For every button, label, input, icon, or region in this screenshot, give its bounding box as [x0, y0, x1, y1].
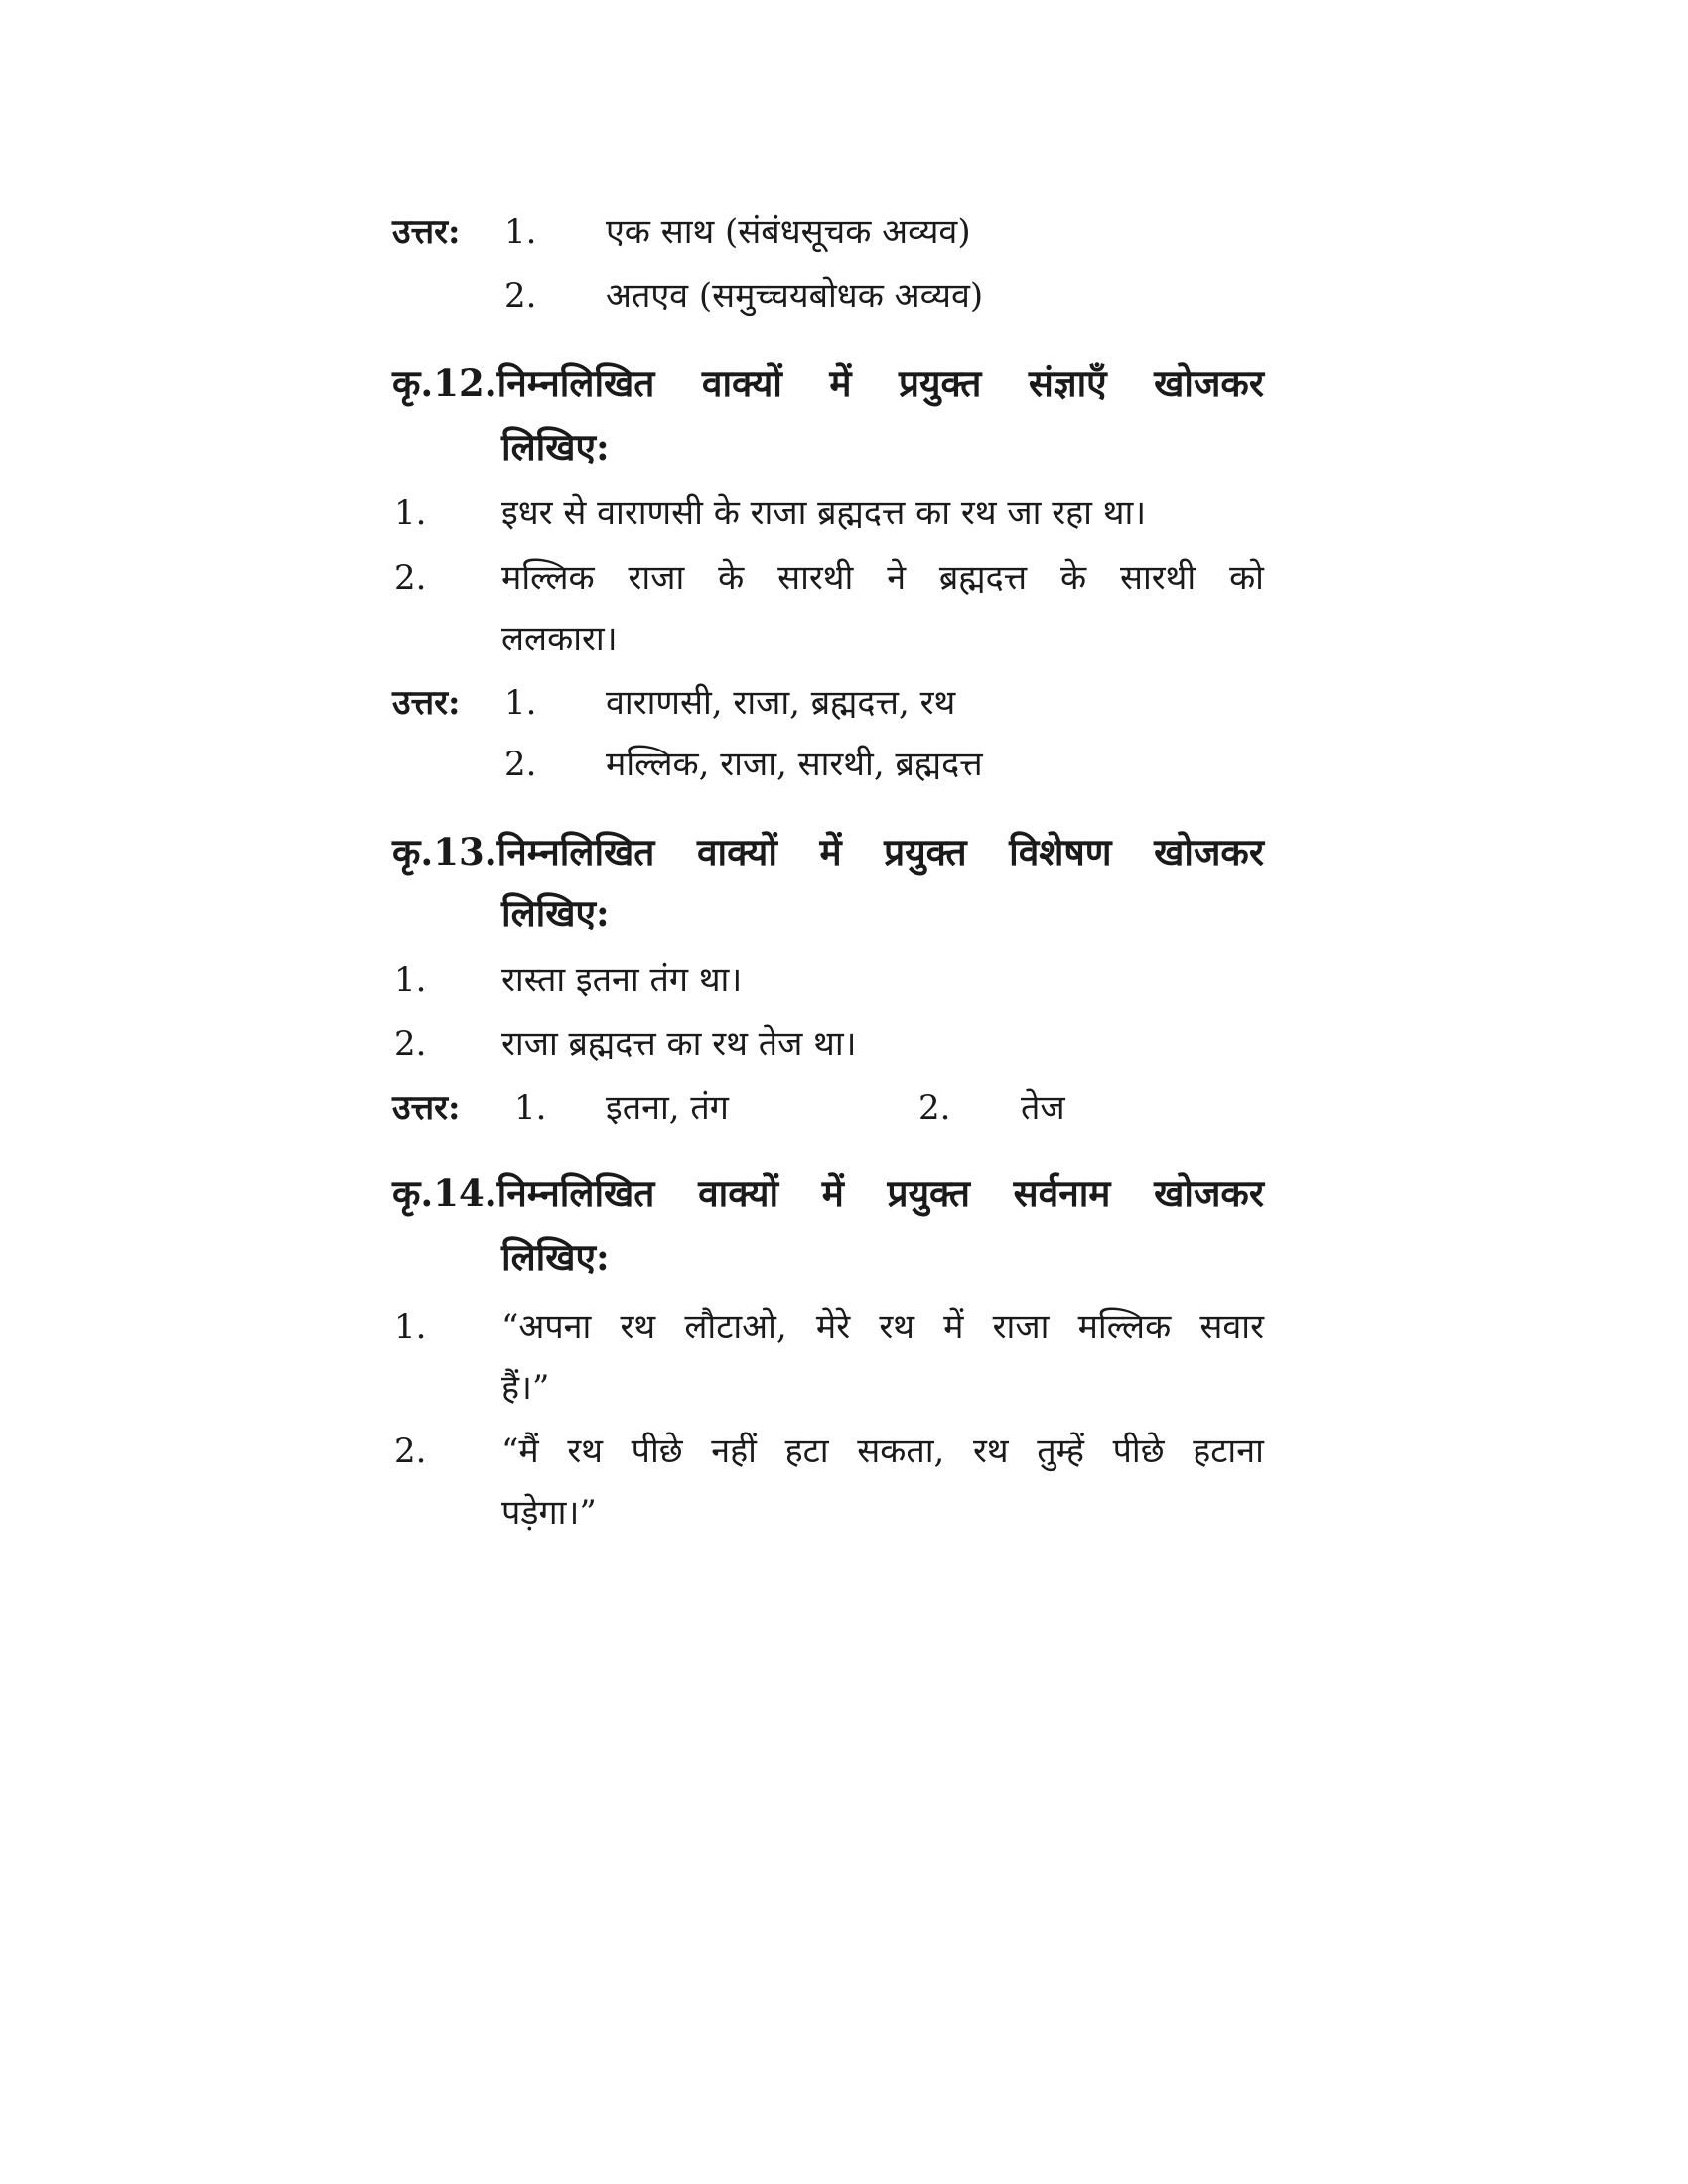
heading-word: प्रयुक्त: [887, 1171, 970, 1215]
question-12-heading: [392, 361, 1264, 405]
item-word: ब्रह्मदत्त: [938, 558, 1028, 598]
question-13-heading: [392, 830, 1264, 874]
item-text-cont: ललकारा।: [501, 619, 618, 659]
heading-word: संज्ञाएँ: [1028, 361, 1107, 405]
item-word: रथ: [567, 1432, 603, 1471]
item-word: को: [1229, 558, 1264, 598]
answer-label: उत्तर:: [392, 683, 461, 723]
item-word: सारथी: [777, 558, 854, 598]
answer-text: वाराणसी, राजा, ब्रह्मदत्त, रथ: [606, 683, 956, 723]
item-word: रथ: [620, 1307, 656, 1347]
question-13-heading-cont: लिखिए:: [501, 891, 610, 935]
item-word: हटा: [784, 1432, 829, 1471]
item-number: 1.: [394, 493, 427, 533]
item-word: में: [943, 1307, 964, 1347]
item-word: मल्लिक: [501, 558, 595, 598]
heading-word: में: [821, 1171, 844, 1215]
answer-text: अतएव (समुच्चयबोधक अव्यव): [606, 276, 984, 316]
item-number: 2.: [394, 1432, 427, 1471]
answer-label: उत्तर:: [392, 1088, 461, 1128]
item-number: 2.: [394, 558, 427, 598]
heading-word: में: [819, 830, 842, 874]
item-word: मेरे: [815, 1307, 851, 1347]
heading-word: विशेषण: [1009, 830, 1112, 874]
item-word: नहीं: [711, 1432, 757, 1471]
answer-number: 2.: [504, 276, 537, 316]
heading-word: खोजकर: [1154, 1171, 1264, 1215]
item-text: रास्ता इतना तंग था।: [501, 960, 743, 1000]
item-word: के: [718, 558, 745, 598]
heading-word: प्रयुक्त: [898, 361, 982, 405]
item-word: रथ: [879, 1307, 914, 1347]
answer-number: 2.: [504, 745, 537, 784]
item-word: ने: [887, 558, 907, 598]
item-word: हटाना: [1193, 1432, 1264, 1471]
answer-label: उत्तर:: [392, 212, 461, 252]
item-word: के: [1059, 558, 1087, 598]
item-word: राजा: [992, 1307, 1050, 1347]
item-word: रथ: [972, 1432, 1009, 1471]
item-number: 1.: [394, 1307, 427, 1347]
answer-number: 1.: [504, 212, 537, 252]
heading-word: में: [829, 361, 852, 405]
item-text: इधर से वाराणसी के राजा ब्रह्मदत्त का रथ जा रहा था।: [501, 493, 1147, 533]
item-text-cont: हैं।”: [501, 1368, 550, 1408]
item-word: “अपना: [501, 1307, 592, 1347]
heading-word: कृ.13.निम्नलिखित: [392, 830, 655, 874]
item-word: राजा: [628, 558, 685, 598]
item-text: राजा ब्रह्मदत्त का रथ तेज था।: [501, 1024, 857, 1064]
heading-word: खोजकर: [1154, 830, 1264, 874]
answer-text: मल्लिक, राजा, सारथी, ब्रह्मदत्त: [606, 745, 983, 784]
question-14-heading-cont: लिखिए:: [501, 1235, 610, 1279]
heading-word: वाक्यों: [698, 1171, 779, 1215]
heading-word: कृ.14.निम्नलिखित: [392, 1171, 655, 1215]
answer-number: 1.: [514, 1088, 547, 1128]
item-word: “मैं: [501, 1432, 539, 1471]
item-text: [501, 1430, 1264, 1473]
item-word: पीछे: [1112, 1432, 1165, 1471]
answer-number: 2.: [918, 1088, 951, 1128]
answer-number: 1.: [504, 683, 537, 723]
heading-word: प्रयुक्त: [884, 830, 967, 874]
item-word: सवार: [1199, 1307, 1264, 1347]
item-number: 2.: [394, 1024, 427, 1064]
item-word: लौटाओ,: [684, 1307, 787, 1347]
item-word: तुम्हें: [1037, 1432, 1084, 1471]
heading-word: वाक्यों: [696, 830, 777, 874]
question-12-heading-cont: लिखिए:: [501, 425, 610, 469]
heading-word: खोजकर: [1154, 361, 1264, 405]
item-word: सकता,: [857, 1432, 945, 1471]
answer-text: इतना, तंग: [606, 1088, 729, 1128]
item-text: [501, 556, 1264, 600]
answer-text: तेज: [1021, 1088, 1065, 1128]
item-text-cont: पड़ेगा।”: [501, 1493, 597, 1533]
heading-word: वाक्यों: [701, 361, 782, 405]
item-word: मल्लिक: [1077, 1307, 1172, 1347]
item-word: पीछे: [631, 1432, 683, 1471]
heading-word: सर्वनाम: [1013, 1171, 1111, 1215]
item-number: 1.: [394, 960, 427, 1000]
heading-word: कृ.12.निम्नलिखित: [392, 361, 655, 405]
answer-text: एक साथ (संबंधसूचक अव्यव): [606, 212, 971, 252]
item-word: सारथी: [1119, 558, 1196, 598]
question-14-heading: [392, 1171, 1264, 1215]
item-text: [501, 1305, 1264, 1349]
